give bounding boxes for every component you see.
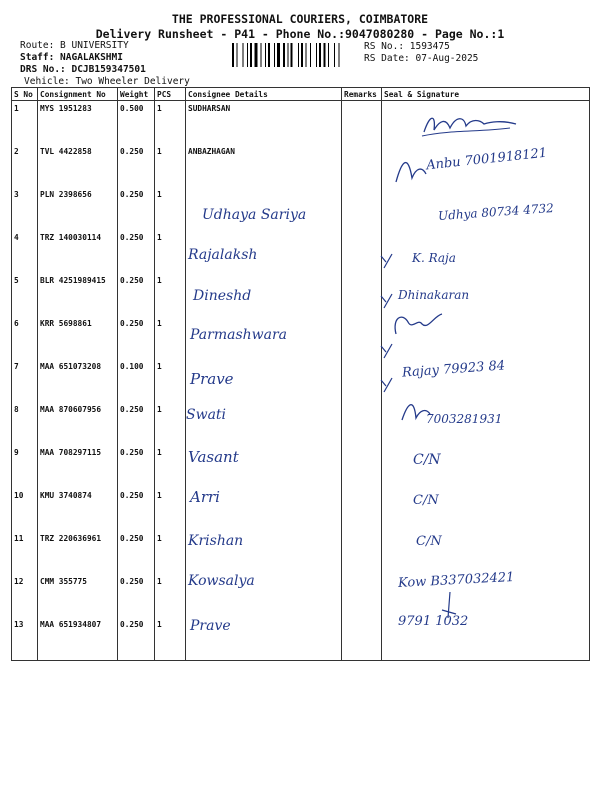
signature-mark xyxy=(440,590,460,624)
signature-mark xyxy=(378,374,398,398)
col-pcs: PCS xyxy=(155,88,186,101)
col-remarks: Remarks xyxy=(342,88,382,101)
cell-weight: 0.250 xyxy=(118,445,155,488)
cell-signature xyxy=(382,531,590,574)
handwritten-name: Udhaya Sariya xyxy=(202,207,307,223)
cell-sno: 3 xyxy=(12,187,38,230)
col-weight: Weight xyxy=(118,88,155,101)
handwritten-name: Swati xyxy=(186,407,227,423)
cell-pcs: 1 xyxy=(155,531,186,574)
cell-consignee: SUDHARSAN xyxy=(186,101,342,145)
cell-sno: 1 xyxy=(12,101,38,145)
cell-weight: 0.250 xyxy=(118,273,155,316)
handwritten-name: Dineshd xyxy=(193,288,252,304)
cell-sno: 8 xyxy=(12,402,38,445)
cell-sno: 2 xyxy=(12,144,38,187)
cell-remarks xyxy=(342,187,382,230)
drs-number: DRS No.: DCJB159347501 xyxy=(20,64,146,75)
cell-consignment-no: TRZ 220636961 xyxy=(38,531,118,574)
cell-weight: 0.250 xyxy=(118,316,155,359)
handwritten-name: Prave xyxy=(190,370,234,388)
signature-mark xyxy=(420,110,520,144)
cell-pcs: 1 xyxy=(155,316,186,359)
cell-weight: 0.100 xyxy=(118,359,155,402)
handwritten-note: C/N xyxy=(413,452,441,468)
cell-consignment-no: KRR 5698861 xyxy=(38,316,118,359)
vehicle-label: Vehicle: Two Wheeler Delivery xyxy=(24,76,190,87)
handwritten-note: Udhya 80734 4732 xyxy=(437,200,555,224)
cell-sno: 4 xyxy=(12,230,38,273)
cell-sno: 6 xyxy=(12,316,38,359)
cell-remarks xyxy=(342,488,382,531)
handwritten-note: Dhinakaran xyxy=(398,288,470,302)
cell-sno: 5 xyxy=(12,273,38,316)
cell-consignment-no: TVL 4422858 xyxy=(38,144,118,187)
cell-consignee: ANBAZHAGAN xyxy=(186,144,342,187)
cell-consignment-no: BLR 4251989415 xyxy=(38,273,118,316)
cell-pcs: 1 xyxy=(155,617,186,661)
signature-mark xyxy=(392,150,432,190)
handwritten-note: C/N xyxy=(413,493,439,508)
cell-weight: 0.250 xyxy=(118,488,155,531)
cell-consignment-no: CMM 355775 xyxy=(38,574,118,617)
cell-sno: 11 xyxy=(12,531,38,574)
cell-pcs: 1 xyxy=(155,574,186,617)
cell-weight: 0.250 xyxy=(118,230,155,273)
cell-remarks xyxy=(342,230,382,273)
handwritten-note: 9791 1032 xyxy=(398,614,469,629)
handwritten-note: Kow B337032421 xyxy=(397,569,515,592)
cell-sno: 7 xyxy=(12,359,38,402)
cell-pcs: 1 xyxy=(155,144,186,187)
cell-pcs: 1 xyxy=(155,187,186,230)
cell-remarks xyxy=(342,144,382,187)
table-row xyxy=(12,402,590,445)
cell-pcs: 1 xyxy=(155,402,186,445)
cell-weight: 0.250 xyxy=(118,144,155,187)
table-header-row xyxy=(12,88,590,101)
col-signature: Seal & Signature xyxy=(382,88,590,101)
handwritten-note: Anbu 7001918121 xyxy=(425,145,548,174)
cell-sno: 10 xyxy=(12,488,38,531)
cell-consignment-no: MAA 708297115 xyxy=(38,445,118,488)
handwritten-name: Prave xyxy=(190,618,231,634)
runsheet-subtitle: Delivery Runsheet - P41 - Phone No.:9047080280 - Page No.:1 xyxy=(95,27,505,41)
cell-consignment-no: MYS 1951283 xyxy=(38,101,118,145)
cell-pcs: 1 xyxy=(155,359,186,402)
table-row xyxy=(12,316,590,359)
company-title: THE PROFESSIONAL COURIERS, COIMBATORE xyxy=(171,12,429,26)
rs-date: RS Date: 07-Aug-2025 xyxy=(364,53,479,64)
cell-weight: 0.250 xyxy=(118,531,155,574)
rs-info xyxy=(364,41,478,65)
cell-remarks xyxy=(342,101,382,145)
cell-weight: 0.250 xyxy=(118,617,155,661)
table-row xyxy=(12,617,590,661)
cell-weight: 0.250 xyxy=(118,574,155,617)
table-row xyxy=(12,445,590,488)
col-sno: S No xyxy=(12,88,38,101)
signature-mark xyxy=(398,396,432,428)
cell-weight: 0.250 xyxy=(118,402,155,445)
handwritten-name: Parmashwara xyxy=(190,327,288,343)
cell-weight: 0.500 xyxy=(118,101,155,145)
cell-sno: 9 xyxy=(12,445,38,488)
cell-pcs: 1 xyxy=(155,230,186,273)
col-consignment: Consignment No xyxy=(38,88,118,101)
cell-consignment-no: MAA 651073208 xyxy=(38,359,118,402)
staff-label: Staff: NAGALAKSHMI xyxy=(20,52,123,63)
cell-pcs: 1 xyxy=(155,488,186,531)
cell-consignment-no: MAA 870607956 xyxy=(38,402,118,445)
route-label: Route: B UNIVERSITY xyxy=(20,40,129,51)
signature-mark xyxy=(378,250,398,274)
handwritten-note: Rajay 79923 84 xyxy=(401,358,506,381)
handwritten-name: Rajalaksh xyxy=(188,247,258,263)
cell-remarks xyxy=(342,316,382,359)
col-consignee: Consignee Details xyxy=(186,88,342,101)
table-row xyxy=(12,273,590,316)
cell-pcs: 1 xyxy=(155,273,186,316)
rs-number: RS No.: 1593475 xyxy=(364,41,450,52)
signature-mark xyxy=(388,308,448,344)
cell-remarks xyxy=(342,531,382,574)
cell-pcs: 1 xyxy=(155,101,186,145)
cell-remarks xyxy=(342,445,382,488)
handwritten-name: Krishan xyxy=(188,533,244,549)
barcode-image xyxy=(232,43,358,67)
cell-consignment-no: KMU 3740874 xyxy=(38,488,118,531)
cell-consignment-no: MAA 651934807 xyxy=(38,617,118,661)
table-row xyxy=(12,531,590,574)
table-row xyxy=(12,230,590,273)
cell-remarks xyxy=(342,617,382,661)
signature-mark xyxy=(378,340,398,364)
handwritten-note: C/N xyxy=(416,534,442,549)
table-row xyxy=(12,488,590,531)
cell-remarks xyxy=(342,273,382,316)
cell-pcs: 1 xyxy=(155,445,186,488)
cell-sno: 13 xyxy=(12,617,38,661)
cell-remarks xyxy=(342,402,382,445)
handwritten-name: Vasant xyxy=(188,448,239,466)
cell-consignment-no: TRZ 140030114 xyxy=(38,230,118,273)
cell-consignment-no: PLN 2398656 xyxy=(38,187,118,230)
handwritten-name: Kowsalya xyxy=(188,573,255,589)
cell-weight: 0.250 xyxy=(118,187,155,230)
cell-sno: 12 xyxy=(12,574,38,617)
handwritten-note: K. Raja xyxy=(412,251,456,265)
handwritten-name: Arri xyxy=(190,488,220,506)
cell-remarks xyxy=(342,574,382,617)
cell-remarks xyxy=(342,359,382,402)
handwritten-note: 7003281931 xyxy=(426,412,503,426)
